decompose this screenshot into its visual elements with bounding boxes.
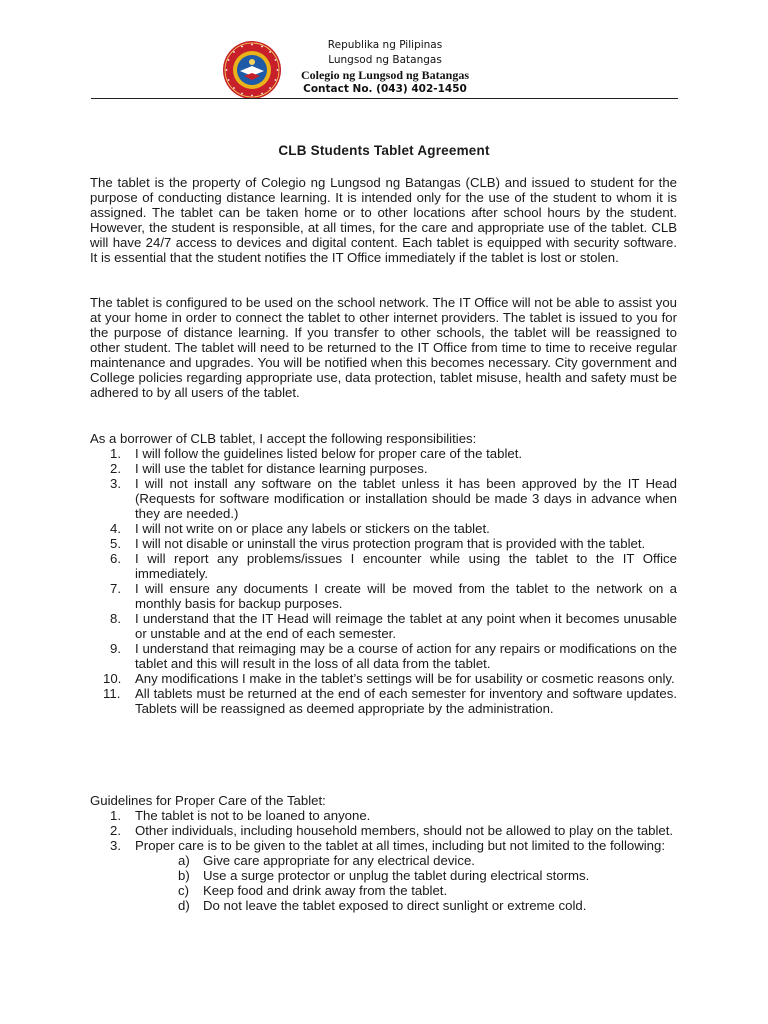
list-item: 7. I will ensure any documents I create will be moved from the tablet to the network on a monthly basis for backup purposes. [110,581,677,611]
list-item: 2. I will use the tablet for distance learning purposes. [110,461,428,476]
list-item: 6. I will report any problems/issues I encounter while using the tablet to the IT Office immediately. [110,551,677,581]
guidelines-intro: Guidelines for Proper Care of the Tablet: [90,793,326,808]
list-item: 10. Any modifications I make in the tablet’s settings will be for usability or cosmetic reasons only. [103,671,675,686]
list-item: 8. I understand that the IT Head will reimage the tablet at any point when it becomes unusable or unstable and at the end of each semester. [110,611,677,641]
header-contact: Contact No. (043) 402-1450 [303,83,467,95]
paragraph-ownership: The tablet is the property of Colegio ng Lungsod ng Batangas (CLB) and issued to student for the purpose of conducting distance learning. It is intended only for the use of the student to whom it is assigned. The tablet can be taken home or to other locations after school hours by the student. However, the student is responsible, at all times, for the care and appropriate use of the tablet. CLB will have 24/7 access to devices and digital content. Each tablet is equipped with security software. It is essential that the student notifies the IT Office immediately if the tablet is lost or stolen. [90,175,677,265]
header-divider [91,98,678,99]
list-item: 5. I will not disable or uninstall the virus protection program that is provided with the tablet. [110,536,646,551]
letterhead-text [240,38,530,97]
sub-list-item: d) Do not leave the tablet exposed to direct sunlight or extreme cold. [178,898,587,913]
header-college-name: Colegio ng Lungsod ng Batangas [300,68,470,82]
letterhead [0,0,768,102]
header-country: Republika ng Pilipinas [327,39,443,51]
responsibilities-list [90,446,677,716]
list-item: 1. The tablet is not to be loaned to anyone. [110,808,371,823]
list-item: 3. I will not install any software on the tablet unless it has been approved by the IT Head (Requests for software modification or installation should be made 3 days in advance when they are needed.) [110,476,677,521]
header-city: Lungsod ng Batangas [328,54,442,66]
list-item: 4. I will not write on or place any labels or stickers on the tablet. [110,521,490,536]
list-item: 9. I understand that reimaging may be a course of action for any repairs or modifications on the tablet and this will result in the loss of all data from the tablet. [110,641,677,671]
list-item: 3. Proper care is to be given to the tablet at all times, including but not limited to the following: a) Give care appropriate for any electrical device. b) Use a surge protector or unplug the tablet during electrical storms. c) Keep food and drink away from the tablet. d) Do not leave the tablet exposed to direct sunlight or extreme cold. [90,838,677,913]
list-item: 2. Other individuals, including household members, should not be allowed to play on the tablet. [110,823,674,838]
guidelines-list [90,808,677,913]
paragraph-network: The tablet is configured to be used on the school network. The IT Office will not be able to assist you at your home in order to connect the tablet to other internet providers. The tablet is issued to you for the purpose of distance learning. If you transfer to other schools, the tablet will be reassigned to other student. The tablet will need to be returned to the IT Office from time to time to receive regular maintenance and upgrades. You will be notified when this becomes necessary. City government and College policies regarding appropriate use, data protection, tablet misuse, health and safety must be adhered to by all users of the tablet. [90,295,677,400]
sub-list-item: a) Give care appropriate for any electrical device. [178,853,475,868]
list-item: 11. All tablets must be returned at the end of each semester for inventory and software updates. Tablets will be reassigned as deemed appropriate by the administration. [103,686,677,716]
list-item: 1. I will follow the guidelines listed below for proper care of the tablet. [110,446,523,461]
care-sublist [135,853,677,913]
document-title: CLB Students Tablet Agreement [278,143,490,158]
sub-list-item: c) Keep food and drink away from the tablet. [178,883,448,898]
sub-list-item: b) Use a surge protector or unplug the tablet during electrical storms. [178,868,590,883]
responsibilities-intro: As a borrower of CLB tablet, I accept the following responsibilities: [90,431,477,446]
